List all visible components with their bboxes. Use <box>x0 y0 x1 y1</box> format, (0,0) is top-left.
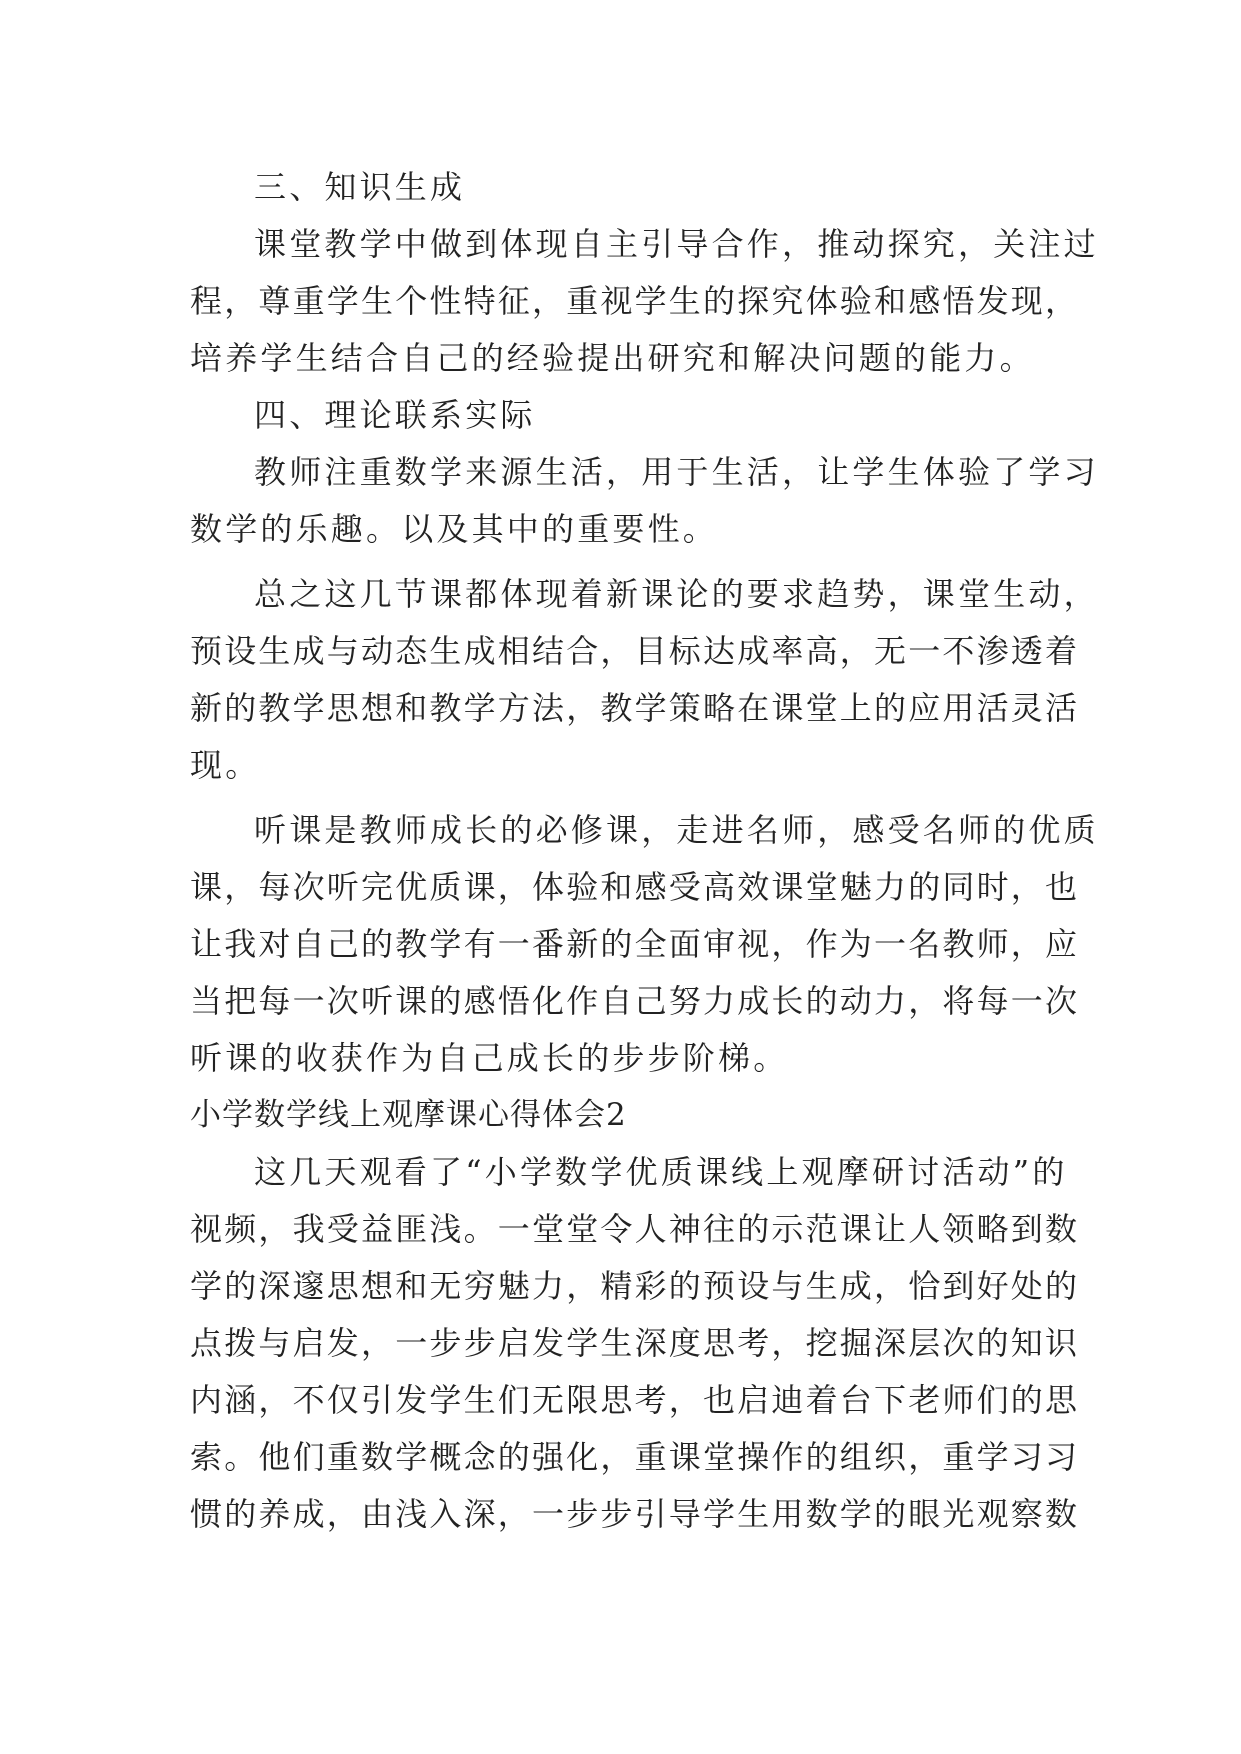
paragraph-line: 课堂教学中做到体现自主引导合作，推动探究，关注过 <box>254 225 1099 263</box>
section-heading-knowledge: 三、知识生成 <box>254 168 466 206</box>
paragraph-line: 新的教学思想和教学方法，教学策略在课堂上的应用活灵活 <box>190 689 1080 727</box>
paragraph-line: 预设生成与动态生成相结合，目标达成率高，无一不渗透着 <box>190 632 1080 670</box>
paragraph-line: 教师注重数学来源生活，用于生活，让学生体验了学习 <box>254 453 1099 491</box>
paragraph-line: 听课是教师成长的必修课，走进名师，感受名师的优质 <box>254 811 1099 849</box>
paragraph-line: 索。他们重数学概念的强化，重课堂操作的组织，重学习习 <box>190 1438 1080 1476</box>
paragraph-line: 培养学生结合自己的经验提出研究和解决问题的能力。 <box>190 339 1035 377</box>
paragraph-line: 课，每次听完优质课，体验和感受高效课堂魅力的同时，也 <box>190 868 1080 906</box>
paragraph-line: 当把每一次听课的感悟化作自己努力成长的动力，将每一次 <box>190 982 1080 1020</box>
paragraph-line: 视频，我受益匪浅。一堂堂令人神往的示范课让人领略到数 <box>190 1210 1080 1248</box>
paragraph-line: 学的深邃思想和无穷魅力，精彩的预设与生成，恰到好处的 <box>190 1267 1080 1305</box>
paragraph-line: 点拨与启发，一步步启发学生深度思考，挖掘深层次的知识 <box>190 1324 1080 1362</box>
paragraph-line: 数学的乐趣。以及其中的重要性。 <box>190 510 719 548</box>
paragraph-line: 让我对自己的教学有一番新的全面审视，作为一名教师，应 <box>190 925 1080 963</box>
document-body <box>190 159 1099 1543</box>
paragraph-line: 程，尊重学生个性特征，重视学生的探究体验和感悟发现， <box>190 282 1080 320</box>
paragraph-line: 惯的养成，由浅入深，一步步引导学生用数学的眼光观察数 <box>190 1495 1080 1533</box>
paragraph-line: 现。 <box>190 746 261 784</box>
paragraph-line: 总之这几节课都体现着新课论的要求趋势，课堂生动， <box>254 575 1099 613</box>
article-title: 小学数学线上观摩课心得体会2 <box>190 1097 627 1133</box>
paragraph-line: 听课的收获作为自己成长的步步阶梯。 <box>190 1039 789 1077</box>
section-heading-theory: 四、理论联系实际 <box>254 396 536 434</box>
paragraph-line: 内涵，不仅引发学生们无限思考，也启迪着台下老师们的思 <box>190 1381 1080 1419</box>
paragraph-line: 这几天观看了“小学数学优质课线上观摩研讨活动”的 <box>254 1153 1068 1191</box>
